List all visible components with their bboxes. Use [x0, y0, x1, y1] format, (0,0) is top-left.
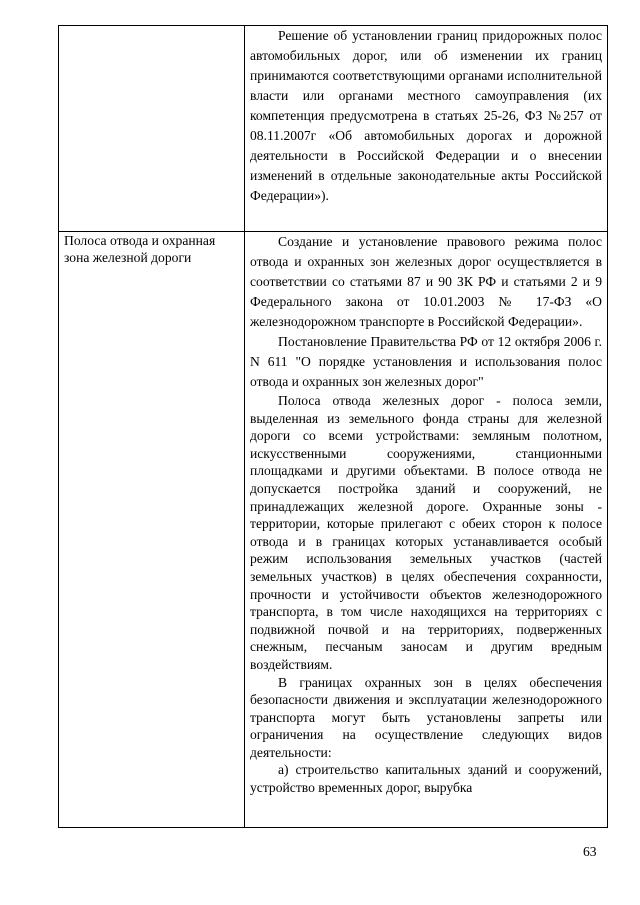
row2-paragraph-4: В границах охранных зон в целях обеспечения безопасности движения и эксплуатации железнодорожного транспорта могут быть установлены запреты или ограничения на осуществление следующих видов деятельности: — [250, 674, 602, 760]
page-number: 63 — [583, 844, 597, 859]
row2-paragraph-3: Полоса отвода железных дорог - полоса земли, выделенная из земельного фонда страны для железной дороги со всеми устройствами: земляным полотном, искусственными сооружениями, станционными площадками и другими объектами. В полосе отвода не допускается постройка зданий и сооружений, не принадлежащих железной дороге. Охранные зоны - территории, которые прилегают с обеих сторон к полосе отвода и в границах которых устанавливается особый режим использования земельных участков (частей земельных участков) в целях обеспечения сохранности, прочности и устойчивости объектов железнодорожного транспорта, в том числе находящихся на территориях с подвижной почвой и на территориях, подверженных снежным, песчаным заносам и другим вредным воздействиям. — [250, 393, 602, 672]
row2-paragraph-5: а) строительство капитальных зданий и сооружений, устройство временных дорог, вырубка — [250, 762, 602, 796]
table-row — [59, 232, 608, 828]
row2-dense-block — [250, 392, 602, 797]
row1-right-cell — [245, 26, 608, 232]
row2-left-cell: Полоса отвода и охранная зона железной дороги — [59, 232, 245, 828]
row2-right-cell — [245, 232, 608, 828]
document-table — [58, 25, 608, 828]
row2-paragraph-1: Создание и установление правового режима полос отвода и охранных зон железных дорог осуществляется в соответствии со статьями 87 и 90 ЗК РФ и статьями 2 и 9 Федерального закона от 10.01.2003 № 17-ФЗ «О железнодорожном транспорте в Российской Федерации». — [250, 234, 602, 329]
row1-left-cell — [59, 26, 245, 232]
row2-paragraph-2: Постановление Правительства РФ от 12 октября 2006 г. N 611 "О порядке установления и использования полос отвода и охранных зон железных дорог" — [250, 334, 602, 389]
row1-paragraph-1: Решение об установлении границ придорожных полос автомобильных дорог, или об изменении их границ принимаются соответствующими органами исполнительной власти или органами местного самоуправления (их компетенция предусмотрена в статьях 25-26, ФЗ №257 от 08.11.2007г «Об автомобильных дорогах и дорожной деятельности в Российской Федерации и о внесении изменений в отдельные законодательные акты Российской Федерации»). — [250, 28, 602, 203]
table-row — [59, 26, 608, 232]
